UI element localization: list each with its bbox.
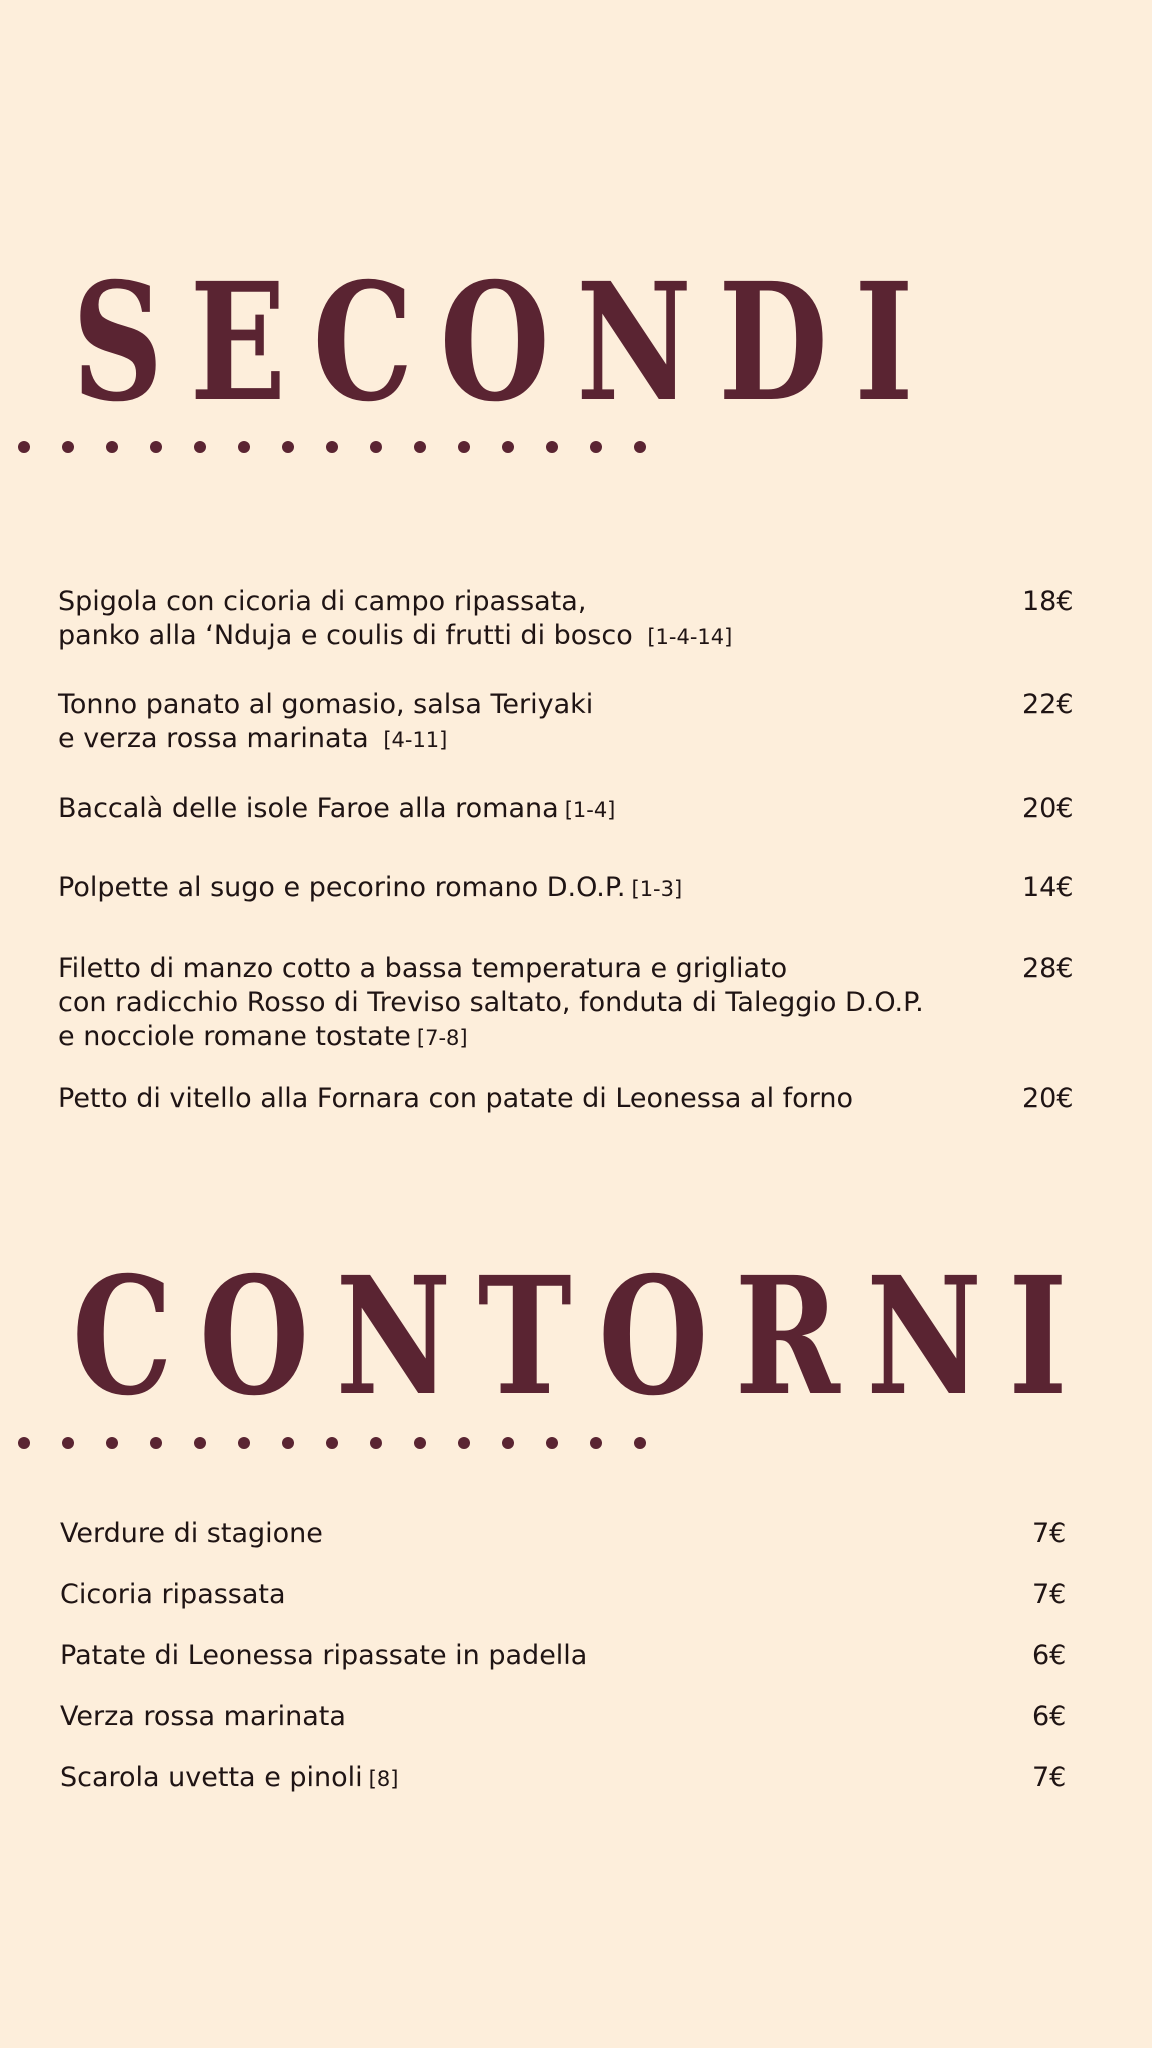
item-description	[58, 585, 1018, 654]
item-description	[58, 871, 1018, 906]
item-line: Filetto di manzo cotto a bassa temperatura e grigliato	[58, 953, 788, 984]
item-description	[60, 1517, 1020, 1551]
item-line-text: e verza rossa marinata	[58, 723, 369, 754]
divider-dot	[194, 441, 206, 453]
item-description	[58, 952, 1018, 1055]
divider-dot	[150, 1437, 162, 1449]
divider-dot	[590, 1437, 602, 1449]
divider-dot	[458, 441, 470, 453]
divider-dot	[282, 1437, 294, 1449]
item-line: Cicoria ripassata	[60, 1579, 286, 1610]
item-line: Spigola con cicoria di campo ripassata,	[58, 586, 587, 617]
item-line: Verza rossa marinata	[60, 1701, 346, 1732]
item-description	[58, 792, 1018, 827]
menu-item	[58, 1082, 1152, 1116]
divider-dot	[546, 441, 558, 453]
side-item	[60, 1761, 1152, 1796]
divider-dot	[414, 1437, 426, 1449]
item-price: 28€	[1022, 953, 1074, 984]
divider-dot	[502, 1437, 514, 1449]
item-description	[58, 688, 1018, 757]
side-item	[60, 1639, 1152, 1673]
item-allergens: [1-3]	[631, 877, 683, 901]
item-price: 6€	[1032, 1701, 1067, 1732]
secondi-title: SECONDI	[72, 248, 941, 438]
divider-dot	[238, 1437, 250, 1449]
item-line: Petto di vitello alla Fornara con patate di Leonessa al forno	[58, 1083, 853, 1114]
secondi-dot-divider	[18, 441, 646, 453]
item-price: 7€	[1032, 1518, 1067, 1549]
menu-item	[58, 688, 1152, 757]
divider-dot	[414, 441, 426, 453]
menu-item	[58, 952, 1152, 1055]
item-line: con radicchio Rosso di Treviso saltato, fonduta di Taleggio D.O.P.	[58, 987, 924, 1018]
item-description	[58, 1082, 1018, 1116]
item-price: 6€	[1032, 1640, 1067, 1671]
divider-dot	[194, 1437, 206, 1449]
menu-item	[58, 871, 1152, 906]
divider-dot	[150, 441, 162, 453]
divider-dot	[326, 1437, 338, 1449]
side-item	[60, 1517, 1152, 1551]
item-line: Verdure di stagione	[60, 1518, 323, 1549]
item-price: 22€	[1022, 689, 1074, 720]
item-line-text: Scarola uvetta e pinoli	[60, 1762, 363, 1793]
item-line-text: e nocciole romane tostate	[58, 1021, 411, 1052]
item-line-text: Baccalà delle isole Faroe alla romana	[58, 793, 559, 824]
menu-item	[58, 585, 1152, 654]
divider-dot	[238, 441, 250, 453]
menu-item	[58, 792, 1152, 827]
item-allergens: [8]	[368, 1767, 399, 1791]
item-description	[60, 1639, 1020, 1673]
item-line	[58, 722, 1018, 757]
item-line-text: panko alla ‘Nduja e coulis di frutti di bosco	[58, 620, 633, 651]
divider-dot	[18, 1437, 30, 1449]
divider-dot	[62, 1437, 74, 1449]
side-item	[60, 1700, 1152, 1734]
divider-dot	[370, 441, 382, 453]
divider-dot	[62, 441, 74, 453]
divider-dot	[458, 1437, 470, 1449]
divider-dot	[370, 1437, 382, 1449]
divider-dot	[106, 441, 118, 453]
divider-dot	[634, 1437, 646, 1449]
divider-dot	[106, 1437, 118, 1449]
item-line	[60, 1761, 1020, 1796]
divider-dot	[326, 441, 338, 453]
item-allergens: [4-11]	[383, 728, 448, 752]
divider-dot	[502, 441, 514, 453]
item-allergens: [1-4-14]	[647, 625, 733, 649]
item-price: 7€	[1032, 1579, 1067, 1610]
contorni-dot-divider	[18, 1437, 646, 1449]
item-price: 18€	[1022, 586, 1074, 617]
item-line: Patate di Leonessa ripassate in padella	[60, 1640, 588, 1671]
item-price: 20€	[1022, 1083, 1074, 1114]
item-description	[60, 1700, 1020, 1734]
item-line	[58, 792, 1018, 827]
divider-dot	[546, 1437, 558, 1449]
item-line	[58, 1020, 1018, 1055]
item-allergens: [1-4]	[564, 798, 616, 822]
item-price: 20€	[1022, 793, 1074, 824]
item-line: Tonno panato al gomasio, salsa Teriyaki	[58, 689, 594, 720]
item-price: 14€	[1022, 872, 1074, 903]
item-line	[58, 871, 1018, 906]
item-allergens: [7-8]	[416, 1026, 468, 1050]
item-description	[60, 1761, 1020, 1796]
contorni-title: CONTORNI	[72, 1242, 1095, 1432]
side-item	[60, 1578, 1152, 1612]
divider-dot	[634, 441, 646, 453]
item-line	[58, 619, 1018, 654]
divider-dot	[590, 441, 602, 453]
divider-dot	[282, 441, 294, 453]
item-line-text: Polpette al sugo e pecorino romano D.O.P.	[58, 872, 626, 903]
item-description	[60, 1578, 1020, 1612]
divider-dot	[18, 441, 30, 453]
item-price: 7€	[1032, 1762, 1067, 1793]
